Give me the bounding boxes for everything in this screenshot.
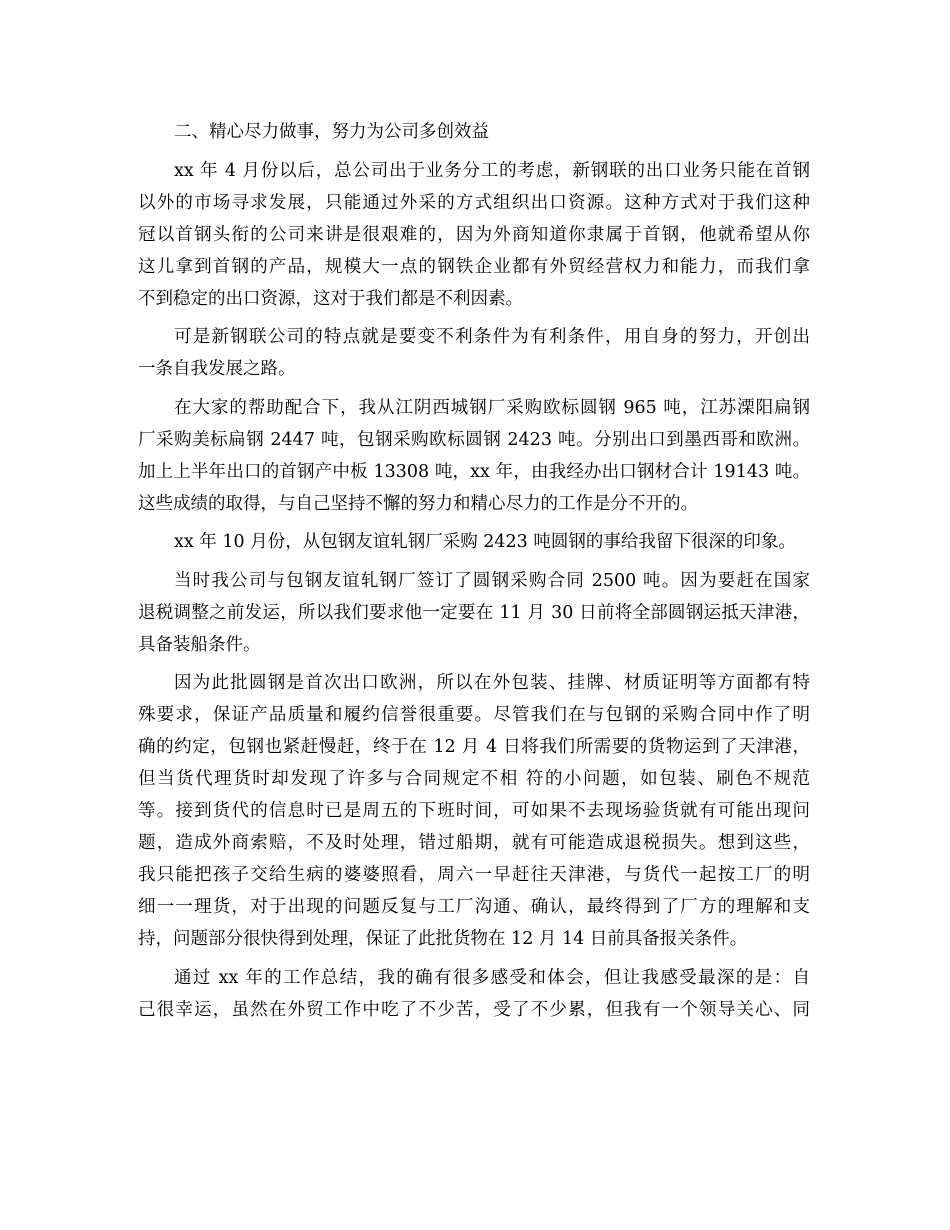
text-line: 殊要求，保证产品质量和履约信誉很重要。尽管我们在与包钢的采购合同中作了明	[138, 705, 810, 725]
text-line: 这儿拿到首钢的产品，规模大一点的钢铁企业都有外贸经营权力和能力，而我们拿	[138, 256, 810, 277]
text-line: 加上上半年出口的首钢产中板 13308 吨，xx 年，由我经办出口钢材合计 19143 吨。	[138, 461, 810, 482]
text-line: 退税调整之前发运，所以我们要求他一定要在 11 月 30 日前将全部圆钢运抵天津港，	[138, 602, 810, 623]
text-line: 持，问题部分很快得到处理，保证了此批货物在 12 月 14 日前具备报关条件。	[138, 929, 748, 949]
text-line: 冠以首钢头衔的公司来讲是很艰难的，因为外商知道你隶属于首钢，他就希望从你	[138, 224, 810, 245]
text-line: 以外的市场寻求发展，只能通过外采的方式组织出口资源。这种方式对于我们这种	[138, 192, 810, 213]
paragraph	[138, 155, 810, 315]
text-line: 通过 xx 年的工作总结，我的确有很多感受和体会，但让我感受最深的是：自	[174, 967, 810, 988]
text-line: 一条自我发展之路。	[138, 359, 296, 379]
paragraph	[138, 565, 810, 661]
section-heading	[138, 116, 810, 148]
document-body	[138, 116, 810, 1026]
text-line: 可是新钢联公司的特点就是要变不利条件为有利条件，用自身的努力，开创出	[174, 327, 810, 347]
text-line: 确的约定，包钢也紧赶慢赶，终于在 12 月 4 日将我们所需要的货物运到了天津港，	[138, 737, 810, 757]
text-line: 具备装船条件。	[138, 634, 261, 655]
text-line: 等。接到货代的信息时已是周五的下班时间，可如果不去现场验货就有可能出现问	[138, 801, 810, 821]
text-line: 但当货代理货时却发现了许多与合同规定不相 符的小问题，如包装、刷色不规范	[138, 769, 810, 789]
text-line: 因为此批圆钢是首次出口欧洲，所以在外包装、挂牌、材质证明等方面都有特	[174, 673, 810, 693]
text-line: 不到稳定的出口资源，这对于我们都是不利因素。	[138, 288, 523, 309]
paragraph	[138, 667, 810, 955]
text-line: 题，造成外商索赔，不及时处理，错过船期，就有可能造成退税损失。想到这些，	[138, 833, 810, 853]
paragraph	[138, 962, 810, 1026]
text-line: 我只能把孩子交给生病的婆婆照看，周六一早赶往天津港，与货代一起按工厂的明	[138, 865, 810, 885]
paragraph	[138, 526, 810, 558]
text-line: xx 年 4 月份以后，总公司出于业务分工的考虑，新钢联的出口业务只能在首钢	[174, 160, 810, 181]
text-line: 厂采购美标扁钢 2447 吨，包钢采购欧标圆钢 2423 吨。分别出口到墨西哥和欧洲。	[138, 429, 810, 450]
text-line: 二、精心尽力做事，努力为公司多创效益	[174, 122, 489, 142]
text-line: 这些成绩的取得，与自己坚持不懈的努力和精心尽力的工作是分不开的。	[138, 493, 698, 514]
paragraph	[138, 392, 810, 520]
text-line: 在大家的帮助配合下，我从江阴西城钢厂采购欧标圆钢 965 吨，江苏溧阳扁钢	[174, 397, 810, 418]
text-line: 细一一理货，对于出现的问题反复与工厂沟通、确认，最终得到了厂方的理解和支	[138, 897, 810, 917]
text-line: xx 年 10 月份，从包钢友谊轧钢厂采购 2423 吨圆钢的事给我留下很深的印象。	[174, 532, 796, 552]
text-line: 己很幸运，虽然在外贸工作中吃了不少苦，受了不少累，但我有一个领导关心、同	[138, 999, 810, 1020]
text-line: 当时我公司与包钢友谊轧钢厂签订了圆钢采购合同 2500 吨。因为要赶在国家	[174, 570, 810, 591]
paragraph	[138, 321, 810, 385]
